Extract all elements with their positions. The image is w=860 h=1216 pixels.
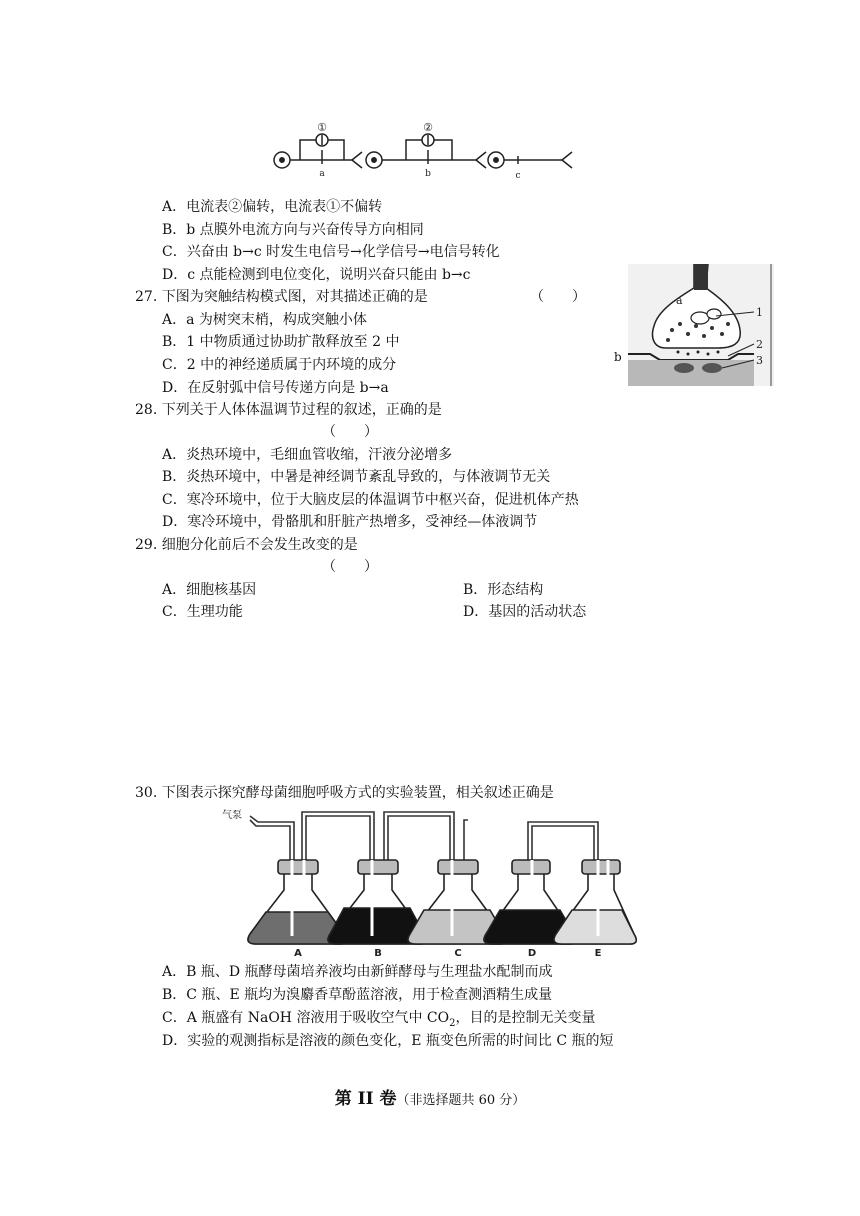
q28-option-b: B．炎热环境中，中暑是神经调节紊乱导致的，与体液调节无关 <box>162 469 551 485</box>
q26-option-a: A．电流表②偏转，电流表①不偏转 <box>162 199 383 215</box>
q27-option-d: D．在反射弧中信号传递方向是 b→a <box>162 380 389 396</box>
synapse-label-3: 3 <box>756 354 763 367</box>
q29-option-a: A．细胞核基因 <box>162 582 257 598</box>
section-title-text: 第 II 卷 <box>334 1089 397 1109</box>
q29-stem: 29. 细胞分化前后不会发生改变的是 <box>135 537 358 553</box>
q28-option-d: D．寒冷环境中，骨骼肌和肝脏产热增多，受神经—体液调节 <box>162 514 538 530</box>
q30-stem: 30. 下图表示探究酵母菌细胞呼吸方式的实验装置，相关叙述正确是 <box>135 785 554 801</box>
section-title-note: （非选择题共 60 分） <box>396 1093 526 1108</box>
point-c-label: c <box>515 171 521 181</box>
nerve-fiber-figure <box>262 118 582 184</box>
q28-option-c: C．寒冷环境中，位于大脑皮层的体温调节中枢兴奋，促进机体产热 <box>162 492 579 508</box>
synapse-label-1: 1 <box>756 306 763 319</box>
section-ii-title <box>0 1084 860 1109</box>
q27-option-c: C．2 中的神经递质属于内环境的成分 <box>162 357 397 373</box>
flask-c-label: C <box>454 948 462 958</box>
q28-answer-paren: （ ） <box>322 424 378 440</box>
q30-option-c: C．A 瓶盛有 NaOH 溶液用于吸收空气中 $CO_2$，目的是控制无关变量 <box>162 1010 596 1029</box>
synapse-figure <box>628 264 774 386</box>
synapse-label-b-outer: b <box>614 350 622 364</box>
q30-option-a: A．B 瓶、D 瓶酵母菌培养液均由新鲜酵母与生理盐水配制而成 <box>162 964 553 980</box>
q27-answer-paren: （ ） <box>530 289 586 305</box>
q27-option-a: A．a 为树突末梢，构成突触小体 <box>162 312 367 328</box>
point-b-label: b <box>425 169 431 179</box>
q26-option-b: B．b 点膜外电流方向与兴奋传导方向相同 <box>162 222 424 238</box>
q28-option-a: A．炎热环境中，毛细血管收缩，汗液分泌增多 <box>162 447 453 463</box>
synapse-label-2: 2 <box>756 338 763 351</box>
q28-stem: 28. 下列关于人体体温调节过程的叙述，正确的是 <box>135 402 442 418</box>
flask-b-label: B <box>374 948 382 958</box>
flask-e-label: E <box>594 948 602 958</box>
q26-option-d: D．c 点能检测到电位变化，说明兴奋只能由 b→c <box>162 267 471 283</box>
q29-option-d: D．基因的活动状态 <box>463 604 587 620</box>
q30-option-b: B．C 瓶、E 瓶均为溴麝香草酚蓝溶液，用于检查测酒精生成量 <box>162 987 553 1003</box>
air-pump-label: 气泵 <box>222 810 242 821</box>
q29-option-c: C．生理功能 <box>162 604 243 620</box>
q26-option-c: C．兴奋由 b→c 时发生电信号→化学信号→电信号转化 <box>162 244 500 260</box>
q27-option-b: B．1 中物质通过协助扩散释放至 2 中 <box>162 334 400 350</box>
q27-stem: 27. 下图为突触结构模式图，对其描述正确的是 <box>135 289 428 305</box>
meter-1-label: ① <box>317 121 327 134</box>
yeast-respiration-apparatus <box>222 806 646 958</box>
q30-option-d: D．实验的观测指标是溶液的颜色变化，E 瓶变色所需的时间比 C 瓶的短 <box>162 1033 614 1049</box>
point-a-label: a <box>319 169 325 179</box>
q29-option-b: B．形态结构 <box>463 582 544 598</box>
q29-answer-paren: （ ） <box>322 559 378 575</box>
flask-d-label: D <box>527 948 537 958</box>
meter-2-label: ② <box>423 121 433 134</box>
flask-a-label: A <box>294 948 302 958</box>
synapse-label-a: a <box>676 294 683 307</box>
